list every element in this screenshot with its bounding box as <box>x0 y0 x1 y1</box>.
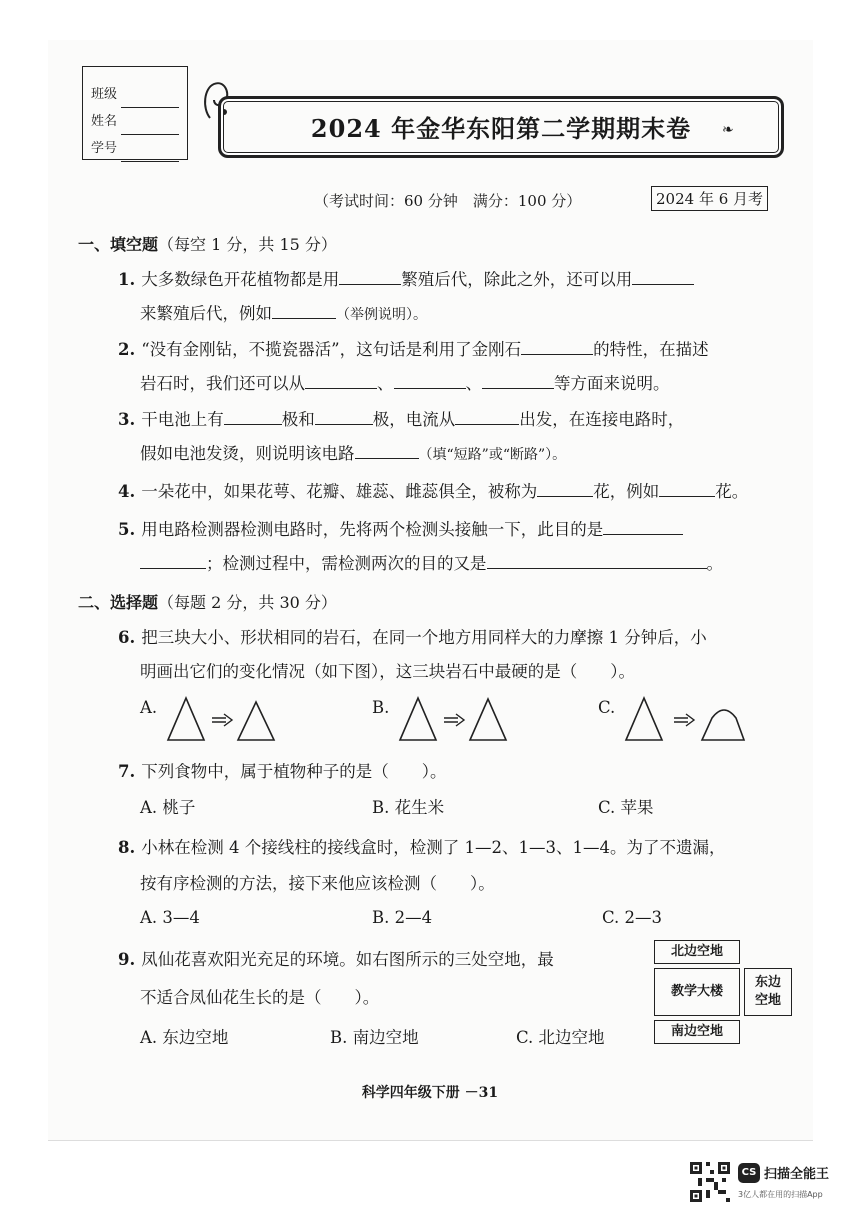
q1-blank-1[interactable] <box>339 268 401 285</box>
q3-text-e: 假如电池发烫，则说明该电路 <box>140 444 355 463</box>
q4-blank-1[interactable] <box>537 480 593 497</box>
section-2-note: （每题 2 分，共 30 分） <box>158 593 337 612</box>
q4-blank-2[interactable] <box>659 480 715 497</box>
question-7 <box>118 758 446 782</box>
question-3-line-1 <box>118 406 684 430</box>
page-number: 科学四年级下册 －31 <box>361 1085 499 1101</box>
question-9-line-2 <box>140 984 379 1008</box>
arrow-icon <box>444 714 464 726</box>
question-9-line-1 <box>118 946 554 970</box>
q5-text-b: ；检测过程中，需检测两次的目的又是 <box>206 554 487 573</box>
q2-text-d: 、 <box>377 374 394 393</box>
q3-text-a: 干电池上有 <box>141 410 224 429</box>
q9-option-a[interactable]: A. 东边空地 <box>140 1028 229 1047</box>
q6-text-a: 把三块大小、形状相同的岩石，在同一个地方用同样大的力摩擦 1 分钟后，小 <box>141 628 707 647</box>
q7-option-c[interactable]: C. 苹果 <box>598 798 654 817</box>
q2-blank-3[interactable] <box>394 372 466 389</box>
q8-option-c[interactable]: C. 2—3 <box>602 908 663 927</box>
q4-text-a: 一朵花中，如果花萼、花瓣、雄蕊、雌蕊俱全，被称为 <box>141 482 538 501</box>
question-6-line-1 <box>118 624 707 648</box>
q2-blank-2[interactable] <box>305 372 377 389</box>
q3-text-d: 出发，在连接电路时， <box>519 410 685 429</box>
q6-option-c-figure <box>620 694 750 744</box>
q1-blank-2[interactable] <box>632 268 694 285</box>
q1-blank-3[interactable] <box>272 302 336 319</box>
q4-text-c: 花。 <box>715 482 749 501</box>
rock-c-before-icon <box>626 698 662 740</box>
scanner-app-name: 扫描全能王 <box>764 1167 830 1182</box>
q4-text-b: 花，例如 <box>593 482 660 501</box>
question-9-number: 9. <box>118 950 136 969</box>
section-1-note: （每空 1 分，共 15 分） <box>158 235 337 254</box>
q2-blank-4[interactable] <box>482 372 554 389</box>
rock-a-before-icon <box>168 698 204 740</box>
question-5-line-1 <box>118 516 683 540</box>
q2-text-b: 的特性，在描述 <box>593 340 709 359</box>
q6-option-a-figure <box>162 694 282 744</box>
question-5-line-2 <box>140 550 723 574</box>
rock-c-after-icon <box>702 710 744 740</box>
id-row <box>91 135 187 162</box>
id-field[interactable] <box>121 147 179 162</box>
question-6-line-2 <box>140 658 635 682</box>
map-east-lot <box>744 968 792 1016</box>
q7-option-b[interactable]: B. 花生米 <box>372 798 445 817</box>
q8-option-a[interactable]: A. 3—4 <box>140 908 200 927</box>
q9-text-b: 不适合凤仙花生长的是（ ）。 <box>140 988 380 1007</box>
name-label: 姓名 <box>91 114 118 129</box>
q1-text-a: 大多数绿色开花植物都是用 <box>141 270 340 289</box>
question-1-number: 1. <box>118 270 136 289</box>
q9-text-a: 凤仙花喜欢阳光充足的环境。如右图所示的三处空地，最 <box>141 950 554 969</box>
arrow-icon <box>212 714 232 726</box>
q3-blank-4[interactable] <box>355 442 419 459</box>
q6-option-c-label[interactable]: C. <box>598 698 616 717</box>
class-row <box>91 81 187 108</box>
question-4 <box>118 478 748 502</box>
q5-text-a: 用电路检测器检测电路时，先将两个检测头接触一下，此目的是 <box>141 520 604 539</box>
class-label: 班级 <box>91 87 118 102</box>
exam-title: 2024 年金华东阳第二学期期末卷 <box>310 114 692 143</box>
question-2-line-2 <box>140 370 670 394</box>
scanner-app-tagline: 3亿人都在用的扫描App <box>738 1190 823 1199</box>
title-banner <box>218 96 784 158</box>
q7-option-a[interactable]: A. 桃子 <box>140 798 196 817</box>
butterfly-icon: ❧ <box>722 122 734 138</box>
q3-text-b: 极和 <box>281 410 315 429</box>
question-4-number: 4. <box>118 482 136 501</box>
id-label: 学号 <box>91 141 118 156</box>
qr-code-icon <box>690 1162 730 1202</box>
rock-b-before-icon <box>400 698 436 740</box>
map-south-lot: 南边空地 <box>654 1020 740 1044</box>
q5-blank-1[interactable] <box>603 518 683 535</box>
question-8-number: 8. <box>118 838 136 857</box>
q8-option-b[interactable]: B. 2—4 <box>372 908 433 927</box>
question-8-line-2 <box>140 870 495 894</box>
name-row <box>91 108 187 135</box>
q5-blank-2[interactable] <box>487 552 707 569</box>
q8-text-b: 按有序检测的方法，接下来他应该检测（ ）。 <box>140 874 495 893</box>
exam-subtitle: （考试时间：60 分钟 满分：100 分） <box>314 192 582 210</box>
question-1-line-1 <box>118 266 694 290</box>
student-info-box <box>82 66 188 160</box>
q8-text-a: 小林在检测 4 个接线柱的接线盒时，检测了 1—2、1—3、1—4。为了不遗漏， <box>141 838 726 857</box>
question-2-number: 2. <box>118 340 136 359</box>
q2-text-c: 岩石时，我们还可以从 <box>140 374 305 393</box>
class-field[interactable] <box>121 93 179 108</box>
question-3-number: 3. <box>118 410 136 429</box>
arrow-icon <box>674 714 694 726</box>
question-6-number: 6. <box>118 628 136 647</box>
map-north-lot: 北边空地 <box>654 940 740 964</box>
map-east-label-2: 空地 <box>754 993 781 1008</box>
q7-text: 下列食物中，属于植物种子的是（ ）。 <box>141 762 447 781</box>
section-2-heading <box>78 590 337 613</box>
q1-text-c: 来繁殖后代，例如 <box>140 304 272 323</box>
q1-text-b: 繁殖后代，除此之外，还可以用 <box>401 270 633 289</box>
q3-text-f: （填“短路”或“断路”）。 <box>418 447 567 463</box>
q2-blank-1[interactable] <box>521 338 593 355</box>
q9-option-b[interactable]: B. 南边空地 <box>330 1028 419 1047</box>
q6-text-b: 明画出它们的变化情况（如下图），这三块岩石中最硬的是（ ）。 <box>140 662 635 681</box>
q3-blank-1[interactable] <box>224 408 282 425</box>
map-building: 教学大楼 <box>654 968 740 1016</box>
q2-text-f: 等方面来说明。 <box>554 374 670 393</box>
q3-text-c: 极，电流从 <box>372 410 456 429</box>
q2-text-a: “没有金刚钻，不揽瓷器活”，这句话是利用了金刚石 <box>141 340 522 359</box>
question-2-line-1 <box>118 336 709 360</box>
section-1-heading <box>78 232 337 255</box>
q3-blank-3[interactable] <box>455 408 519 425</box>
question-7-number: 7. <box>118 762 136 781</box>
exam-date: 2024 年 6 月考 <box>651 186 768 211</box>
rock-a-after-icon <box>238 702 274 740</box>
name-field[interactable] <box>121 120 179 135</box>
q3-blank-2[interactable] <box>315 408 373 425</box>
map-east-label-1: 东边 <box>754 975 781 990</box>
q6-option-a-label[interactable]: A. <box>140 698 158 717</box>
question-3-line-2 <box>140 440 566 464</box>
q6-option-b-figure <box>394 694 514 744</box>
section-1-title: 一、填空题 <box>78 235 159 254</box>
q5-blank-1-cont[interactable] <box>140 552 206 569</box>
section-2-title: 二、选择题 <box>78 593 159 612</box>
rock-b-after-icon <box>470 699 506 740</box>
footer-divider <box>48 1140 813 1141</box>
question-1-line-2 <box>140 300 427 324</box>
q6-option-b-label[interactable]: B. <box>372 698 390 717</box>
question-5-number: 5. <box>118 520 136 539</box>
q5-text-c: 。 <box>706 554 723 573</box>
scanner-app-logo: CS <box>738 1163 760 1183</box>
question-8-line-1 <box>118 834 725 858</box>
q9-option-c[interactable]: C. 北边空地 <box>516 1028 605 1047</box>
q1-text-d: （举例说明）。 <box>336 307 427 323</box>
q2-text-e: 、 <box>465 374 482 393</box>
